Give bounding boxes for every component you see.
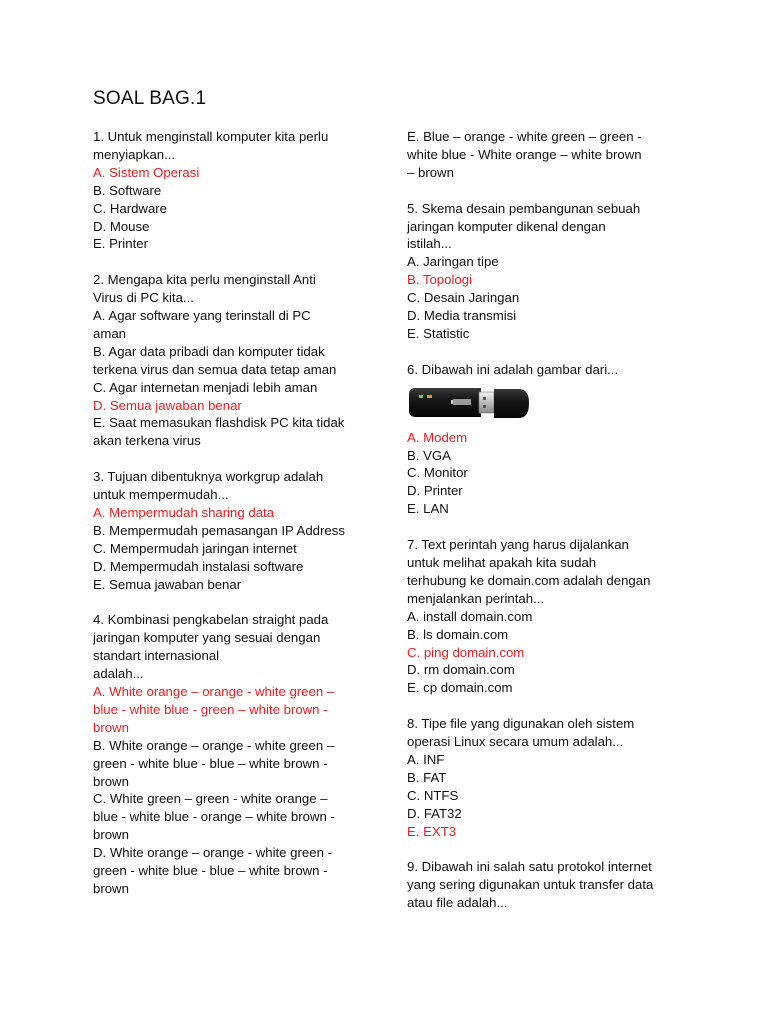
answer-option: A. Modem: [407, 429, 468, 445]
question-text: 4. Kombinasi pengkabelan straight pada: [93, 612, 329, 628]
answer-option: D. Mempermudah instalasi software: [93, 558, 304, 574]
answer-option: D. Media transmisi: [407, 308, 517, 324]
answer-option: C. NTFS: [407, 787, 459, 803]
answer-option: B. White orange – orange - white green –: [93, 737, 335, 753]
question-text: untuk melihat apakah kita sudah: [407, 554, 597, 570]
answer-option: B. Topologi: [407, 272, 473, 288]
answer-option: C. Desain Jaringan: [407, 290, 520, 306]
question-3: [93, 468, 378, 593]
question-text: yang sering digunakan untuk transfer data: [407, 877, 654, 893]
question-text: 9. Dibawah ini salah satu protokol internet: [407, 859, 652, 875]
answer-option: blue - white blue - orange – white brown -: [93, 809, 335, 825]
question-text: 6. Dibawah ini adalah gambar dari...: [407, 361, 619, 377]
answer-option: A. Sistem Operasi: [93, 164, 200, 180]
answer-option: white blue - White orange – white brown: [407, 146, 642, 162]
question-2: [93, 271, 378, 450]
answer-option: C. Hardware: [93, 200, 168, 216]
question-text: operasi Linux secara umum adalah...: [407, 734, 624, 750]
question-text: terhubung ke domain.com adalah dengan: [407, 572, 651, 588]
answer-option: C. White green – green - white orange –: [93, 791, 328, 807]
answer-option: green - white blue - blue – white brown -: [93, 863, 328, 879]
question-text: adalah...: [93, 666, 144, 682]
answer-option: brown: [93, 719, 129, 735]
question-1: [93, 128, 378, 253]
answer-option: A. White orange – orange - white green –: [93, 684, 335, 700]
answer-option: brown: [93, 827, 129, 843]
question-text: 5. Skema desain pembangunan sebuah: [407, 200, 641, 216]
answer-option: E. cp domain.com: [407, 680, 513, 696]
answer-option: aman: [93, 325, 126, 341]
answer-option: brown: [93, 773, 129, 789]
question-text: 3. Tujuan dibentuknya workgrup adalah: [93, 469, 324, 485]
answer-option: D. Printer: [407, 483, 463, 499]
answer-option: B. ls domain.com: [407, 626, 509, 642]
answer-option: blue - white blue - green – white brown -: [93, 701, 328, 717]
answer-option: C. ping domain.com: [407, 644, 525, 660]
question-text: istilah...: [407, 236, 452, 252]
question-text: 2. Mengapa kita perlu menginstall Anti: [93, 272, 316, 288]
answer-option: E. Printer: [93, 236, 148, 252]
usb-modem-icon: [407, 386, 531, 420]
answer-option: A. install domain.com: [407, 608, 533, 624]
question-text: atau file adalah...: [407, 895, 508, 911]
answer-option: D. White orange – orange - white green -: [93, 845, 332, 861]
question-8: [407, 715, 682, 840]
answer-option: A. INF: [407, 751, 445, 767]
question-9: [407, 858, 682, 912]
answer-option: C. Monitor: [407, 465, 468, 481]
answer-option: C. Mempermudah jaringan internet: [93, 540, 297, 556]
answer-option: akan terkena virus: [93, 433, 201, 449]
page-title: SOAL BAG.1: [93, 88, 207, 109]
question-text: menjalankan perintah...: [407, 590, 545, 606]
answer-option: E. Blue – orange - white green – green -: [407, 129, 642, 144]
question-7: [407, 536, 682, 697]
question-text: 7. Text perintah yang harus dijalankan: [407, 537, 629, 553]
answer-option: B. Agar data pribadi dan komputer tidak: [93, 343, 325, 359]
answer-option: B. Mempermudah pemasangan IP Address: [93, 522, 345, 538]
question-6: [407, 361, 682, 518]
usb-modem-image: [407, 386, 531, 420]
left-column: [93, 128, 378, 916]
answer-option: terkena virus dan semua data tetap aman: [93, 361, 337, 377]
answer-option: D. FAT32: [407, 805, 462, 821]
answer-option: E. LAN: [407, 501, 449, 517]
question-text: untuk mempermudah...: [93, 487, 229, 503]
question-4-continued: [407, 128, 682, 182]
question-text: jaringan komputer yang sesuai dengan: [93, 630, 321, 646]
answer-option: brown: [93, 881, 129, 897]
question-text: 8. Tipe file yang digunakan oleh sistem: [407, 716, 635, 732]
answer-option: – brown: [407, 164, 454, 180]
answer-option: B. Software: [93, 182, 162, 198]
question-5: [407, 200, 682, 343]
question-text: 1. Untuk menginstall komputer kita perlu: [93, 129, 329, 144]
answer-option: D. rm domain.com: [407, 662, 515, 678]
right-column: [407, 128, 682, 930]
answer-option: E. EXT3: [407, 823, 457, 839]
answer-option: E. Semua jawaban benar: [93, 576, 242, 592]
question-text: menyiapkan...: [93, 146, 176, 162]
question-text: jaringan komputer dikenal dengan: [407, 218, 606, 234]
answer-option: B. VGA: [407, 447, 451, 463]
answer-option: E. Statistic: [407, 325, 470, 341]
answer-option: A. Mempermudah sharing data: [93, 505, 275, 520]
answer-option: D. Mouse: [93, 218, 150, 234]
answer-option: green - white blue - blue – white brown -: [93, 755, 328, 771]
answer-option: D. Semua jawaban benar: [93, 397, 242, 413]
answer-option: C. Agar internetan menjadi lebih aman: [93, 379, 318, 395]
answer-option: E. Saat memasukan flashdisk PC kita tidak: [93, 415, 345, 431]
question-4: [93, 611, 378, 898]
answer-option: A. Jaringan tipe: [407, 254, 499, 270]
question-text: standart internasional: [93, 648, 220, 664]
answer-option: B. FAT: [407, 769, 447, 785]
answer-option: A. Agar software yang terinstall di PC: [93, 308, 311, 324]
question-text: Virus di PC kita...: [93, 290, 194, 306]
